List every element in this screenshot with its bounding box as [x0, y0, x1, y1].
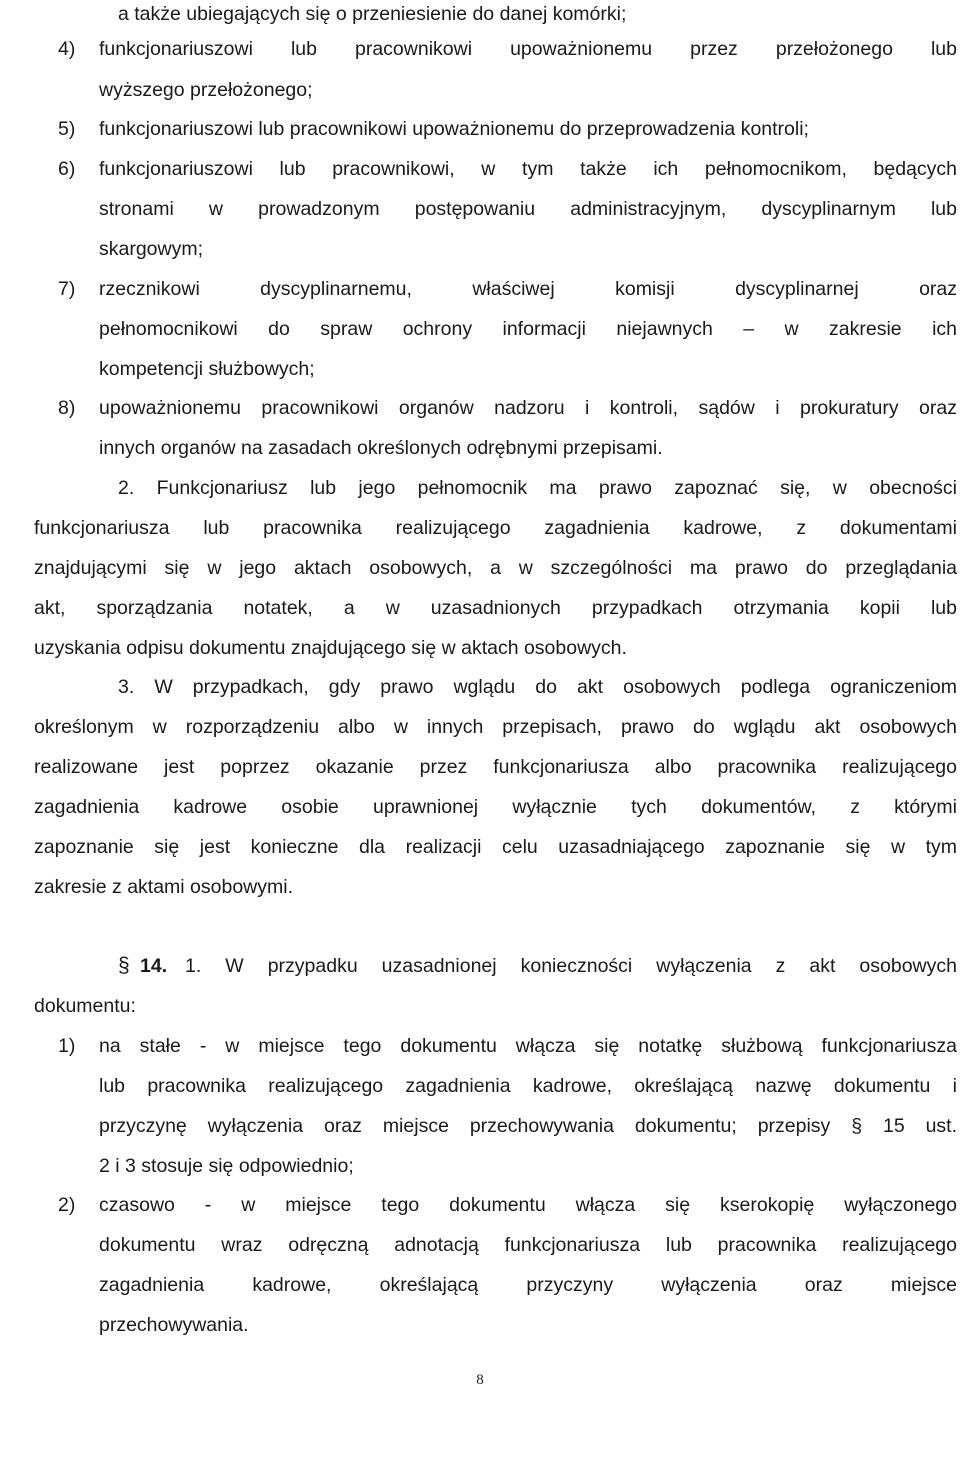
- paragraph-text: znajdującymi się w jego aktach osobowych, a w szczególności ma prawo do przeglądania: [34, 557, 957, 579]
- paragraph-line: [0, 628, 960, 668]
- list-item-text: rzecznikowi dyscyplinarnemu, właściwej komisji dyscyplinarnej oraz: [99, 278, 957, 300]
- list-item-text: pełnomocnikowi do spraw ochrony informacji niejawnych – w zakresie ich: [99, 318, 957, 340]
- paragraph-line: [0, 827, 960, 867]
- list-item: [0, 29, 960, 69]
- list-item-text: innych organów na zasadach określonych odrębnymi przepisami.: [99, 437, 663, 459]
- list-item-number: 5): [58, 118, 76, 140]
- list-item-text: na stałe - w miejsce tego dokumentu włącza się notatkę służbową funkcjonariusza: [99, 1035, 957, 1057]
- list-item-text: przechowywania.: [99, 1314, 249, 1336]
- list-item-text: funkcjonariuszowi lub pracownikowi, w tym także ich pełnomocnikom, będących: [99, 158, 957, 180]
- list-item-text: upoważnionemu pracownikowi organów nadzoru i kontroli, sądów i prokuratury oraz: [99, 397, 957, 419]
- list-item-continuation: [0, 189, 960, 229]
- list-item-text: kompetencji służbowych;: [99, 358, 315, 380]
- list-item: [0, 109, 960, 149]
- list-item-number: 4): [58, 38, 76, 60]
- list-item: [0, 388, 960, 428]
- list-item-continuation: [0, 349, 960, 389]
- paragraph-line: [0, 986, 960, 1026]
- list-item: [0, 269, 960, 309]
- paragraph-text: określonym w rozporządzeniu albo w innych przepisach, prawo do wglądu akt osobowych: [34, 716, 957, 738]
- paragraph-line: [0, 787, 960, 827]
- page-number: 8: [476, 1372, 484, 1388]
- list-item-text: funkcjonariuszowi lub pracownikowi upoważnionemu do przeprowadzenia kontroli;: [99, 118, 809, 140]
- section-number: 14.: [140, 955, 168, 977]
- paragraph-line: [0, 548, 960, 588]
- list-item-number: 2): [58, 1194, 76, 1216]
- list-item-continuation: [0, 1066, 960, 1106]
- list-item-number: 6): [58, 158, 76, 180]
- paragraph-text: 2. Funkcjonariusz lub jego pełnomocnik ma prawo zapoznać się, w obecności: [118, 477, 957, 499]
- list-item-continuation: [0, 309, 960, 349]
- paragraph-line: [0, 468, 960, 508]
- list-item-continuation: [0, 1146, 960, 1186]
- list-item-number: 8): [58, 397, 76, 419]
- list-item-text: funkcjonariuszowi lub pracownikowi upoważnionemu przez przełożonego lub: [99, 38, 957, 60]
- paragraph-text: uzyskania odpisu dokumentu znajdującego się w aktach osobowych.: [34, 637, 627, 659]
- paragraph-line: [0, 867, 960, 907]
- list-item: [0, 1026, 960, 1066]
- list-item-text: dokumentu wraz odręczną adnotacją funkcjonariusza lub pracownika realizującego: [99, 1234, 957, 1256]
- list-item-continuation: [0, 1106, 960, 1146]
- paragraph-text: dokumentu:: [34, 995, 136, 1017]
- paragraph-text: realizowane jest poprzez okazanie przez funkcjonariusza albo pracownika realizującego: [34, 756, 957, 778]
- section-heading-line: [0, 946, 960, 986]
- paragraph-line: [0, 588, 960, 628]
- list-item-text: a także ubiegających się o przeniesienie do danej komórki;: [118, 3, 627, 25]
- paragraph-text: 3. W przypadkach, gdy prawo wglądu do akt osobowych podlega ograniczeniom: [118, 676, 957, 698]
- list-item-number: 7): [58, 278, 76, 300]
- list-item-text: lub pracownika realizującego zagadnienia kadrowe, określającą nazwę dokumentu i: [99, 1075, 957, 1097]
- list-item-text: przyczynę wyłączenia oraz miejsce przechowywania dokumentu; przepisy § 15 ust.: [99, 1115, 957, 1137]
- paragraph-text: funkcjonariusza lub pracownika realizującego zagadnienia kadrowe, z dokumentami: [34, 517, 957, 539]
- list-item-text: stronami w prowadzonym postępowaniu administracyjnym, dyscyplinarnym lub: [99, 198, 957, 220]
- list-item-continuation: [0, 1305, 960, 1345]
- list-item-continuation: [0, 1265, 960, 1305]
- paragraph-line: [0, 508, 960, 548]
- list-item-number: 1): [58, 1035, 76, 1057]
- list-item-continuation: [0, 428, 960, 468]
- list-item-text: wyższego przełożonego;: [99, 79, 313, 101]
- paragraph-line: [0, 667, 960, 707]
- paragraph-text: akt, sporządzania notatek, a w uzasadnionych przypadkach otrzymania kopii lub: [34, 597, 957, 619]
- paragraph-line: [0, 747, 960, 787]
- paragraph-text: 1. W przypadku uzasadnionej konieczności wyłączenia z akt osobowych: [185, 955, 957, 977]
- section-sign: §: [118, 954, 130, 977]
- list-item-continuation: [0, 70, 960, 110]
- paragraph-line: [0, 707, 960, 747]
- paragraph-text: zapoznanie się jest konieczne dla realizacji celu uzasadniającego zapoznanie się w tym: [34, 836, 957, 858]
- list-item-text: skargowym;: [99, 238, 204, 260]
- list-item: [0, 149, 960, 189]
- list-item-continuation: [0, 229, 960, 269]
- paragraph-text: zakresie z aktami osobowymi.: [34, 876, 294, 898]
- list-item-text: czasowo - w miejsce tego dokumentu włącza się kserokopię wyłączonego: [99, 1194, 957, 1216]
- list-item: [0, 1185, 960, 1225]
- list-item-text: 2 i 3 stosuje się odpowiednio;: [99, 1155, 354, 1177]
- list-item-continuation: [0, 1225, 960, 1265]
- paragraph-text: zagadnienia kadrowe osobie uprawnionej wyłącznie tych dokumentów, z którymi: [34, 796, 957, 818]
- list-item-text: zagadnienia kadrowe, określającą przyczyny wyłączenia oraz miejsce: [99, 1274, 957, 1296]
